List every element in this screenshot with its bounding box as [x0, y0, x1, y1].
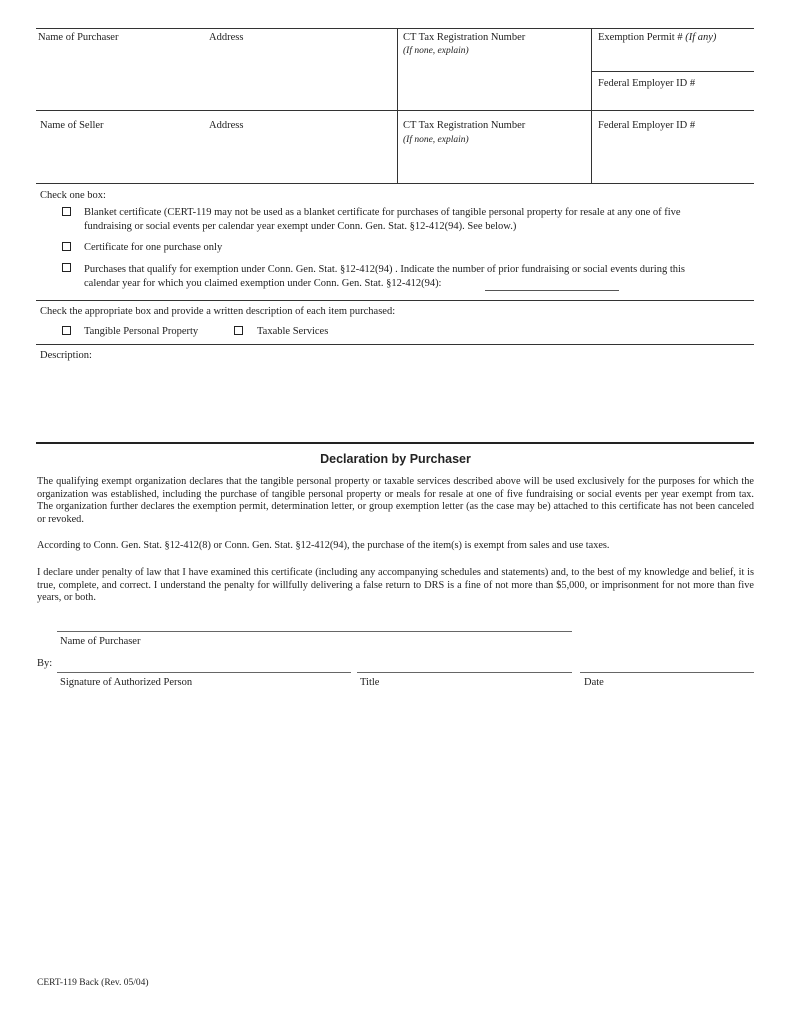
table-top-border: [36, 28, 754, 29]
description-field[interactable]: [36, 364, 754, 440]
date-line[interactable]: [580, 672, 754, 673]
declaration-paragraph-1: The qualifying exempt organization declares that the tangible personal property or taxable services described above will be used exclusively for the purposes for which the organization was established, including the purchase of tangible personal property or meals for resale at one of five fundraising or social events per year exempt from tax. The organization further declares the exemption permit, determination letter, or group exemption letter (as the case may be) attached to this certificate has not been canceled or revoked.: [37, 476, 754, 525]
blanket-certificate-line2: fundraising or social events per calendar year exempt under Conn. Gen. Stat. §12-412(94). See below.): [84, 221, 517, 232]
title-label: Title: [360, 677, 380, 688]
date-label: Date: [584, 677, 604, 688]
purchaser-name-line[interactable]: [57, 631, 572, 632]
declaration-paragraph-2: According to Conn. Gen. Stat. §12-412(8) or Conn. Gen. Stat. §12-412(94), the purchase of the item(s) is exempt from sales and use taxes.: [37, 540, 610, 551]
title-line[interactable]: [357, 672, 572, 673]
qualifying-purchases-checkbox[interactable]: [62, 263, 71, 272]
qualifying-purchases-line2: calendar year for which you claimed exemption under Conn. Gen. Stat. §12-412(94):: [84, 278, 442, 289]
taxable-services-label: Taxable Services: [257, 326, 329, 337]
form-id-footer: CERT-119 Back (Rev. 05/04): [37, 978, 149, 988]
items-title: Check the appropriate box and provide a written description of each item purchased:: [40, 306, 396, 317]
signature-line[interactable]: [57, 672, 351, 673]
purchaser-address-label: Address: [209, 32, 244, 43]
tangible-property-label: Tangible Personal Property: [84, 326, 199, 337]
divider-seller-fein: [591, 110, 592, 183]
exemption-permit-label: [598, 32, 716, 44]
seller-ct-tax-label: CT Tax Registration Number: [403, 120, 526, 131]
taxable-services-checkbox[interactable]: [234, 326, 243, 335]
table-purchaser-bottom: [36, 110, 754, 111]
by-label: By:: [37, 658, 53, 669]
purchaser-name-label: Name of Purchaser: [38, 32, 119, 43]
exemption-permit-note: (If any): [685, 32, 717, 43]
qualifying-purchases-line1: Purchases that qualify for exemption under Conn. Gen. Stat. §12-412(94) . Indicate the number of prior fundraising or social events during this: [84, 264, 685, 275]
blanket-certificate-line1: Blanket certificate (CERT-119 may not be used as a blanket certificate for purchases of tangible personal property for resale at any one of five: [84, 207, 681, 218]
seller-name-label: Name of Seller: [40, 120, 104, 131]
declaration-top-rule: [36, 442, 754, 444]
check-one-title: Check one box:: [40, 190, 106, 201]
prior-events-count-field[interactable]: [485, 290, 619, 291]
blanket-certificate-checkbox[interactable]: [62, 207, 71, 216]
one-purchase-label: Certificate for one purchase only: [84, 242, 223, 253]
divider-purchaser-ct: [397, 28, 398, 110]
description-label: Description:: [40, 350, 92, 361]
divider-seller-ct: [397, 110, 398, 183]
purchaser-ct-tax-note: (If none, explain): [403, 46, 469, 56]
purchaser-ct-tax-label: CT Tax Registration Number: [403, 32, 526, 43]
seller-fein-label: Federal Employer ID #: [598, 120, 696, 131]
seller-address-label: Address: [209, 120, 244, 131]
one-purchase-checkbox[interactable]: [62, 242, 71, 251]
signature-purchaser-name-label: Name of Purchaser: [60, 636, 141, 647]
declaration-heading: Declaration by Purchaser: [320, 452, 471, 466]
divider-purchaser-permit: [591, 28, 592, 110]
seller-ct-tax-note: (If none, explain): [403, 135, 469, 145]
signature-label: Signature of Authorized Person: [60, 677, 193, 688]
divider-permit-fein: [591, 71, 754, 72]
declaration-paragraph-3: I declare under penalty of law that I have examined this certificate (including any accompanying schedules and statements) and, to the best of my knowledge and belief, it is true, complete, and correct. I understand the penalty for willfully delivering a false return to DRS is a fine of not more than $5,000, or imprisonment for not more than five years, or both.: [37, 567, 754, 603]
purchaser-fein-label: Federal Employer ID #: [598, 78, 696, 89]
check-one-bottom: [36, 300, 754, 301]
items-bottom: [36, 344, 754, 345]
tangible-property-checkbox[interactable]: [62, 326, 71, 335]
table-seller-bottom: [36, 183, 754, 184]
exemption-permit-text: Exemption Permit #: [598, 32, 683, 43]
